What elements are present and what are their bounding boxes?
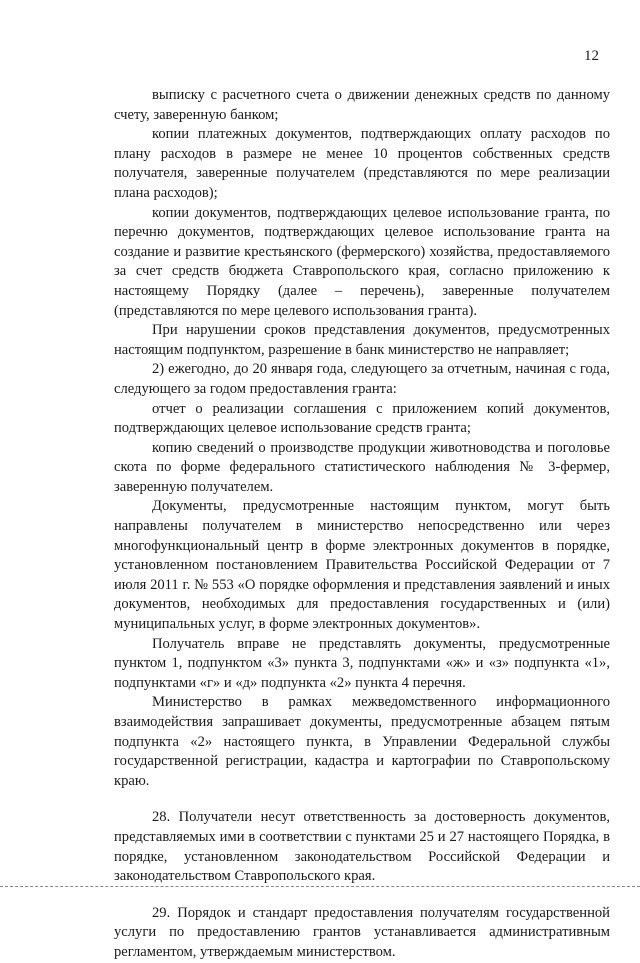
- paragraph: выписку с расчетного счета о движении денежных средств по данному счету, заверенную банком;: [114, 87, 610, 123]
- paragraph: отчет о реализации соглашения с приложением копий документов, подтверждающих целевое использование средств гранта;: [114, 400, 610, 437]
- document-body: [114, 86, 610, 963]
- footer-rule: [0, 886, 640, 887]
- paragraph: копию сведений о производстве продукции животноводства и поголовье скота по форме федерального статистического наблюдения № 3-фермер, заверенную получателем.: [114, 439, 610, 495]
- paragraph: копии платежных документов, подтверждающих оплату расходов по плану расходов в размере не менее 10 процентов собственных средств получателя, заверенные получателем (представляются по мере реализации плана расходов);: [114, 126, 610, 201]
- paragraph-item-29: 29. Порядок и стандарт предоставления получателям государственной услуги по предоставлению грантов устанавливается административным регламентом, утверждаемым министерством.: [114, 904, 610, 960]
- paragraph: Получатель вправе не представлять документы, предусмотренные пунктом 1, подпунктом «3» пункта 3, подпунктами «ж» и «з» подпункта «1», подпунктами «г» и «д» подпункта «2» пункта 4 перечня.: [114, 635, 610, 691]
- page-number: 12: [584, 48, 599, 64]
- paragraph: Документы, предусмотренные настоящим пунктом, могут быть направлены получателем в министерство непосредственно или через многофункциональный центр в форме электронных документов в порядке, установленном постановлением Правительства Российской Федерации от 7 июля 2011 г. № 553 «О порядке оформления и представления заявлений и иных документов, необходимых для предоставления государственных и (или) муниципальных услуг, в форме электронных документов».: [114, 498, 610, 633]
- paragraph: При нарушении сроков представления документов, предусмотренных настоящим подпунктом, разрешение в банк министерство не направляет;: [114, 322, 610, 358]
- paragraph-item-28: 28. Получатели несут ответственность за достоверность документов, представляемых ими в соответствии с пунктами 25 и 27 настоящего Порядка, в порядке, установленном законодательством Российской Федерации и законодательством Ставропольского края.: [114, 809, 610, 885]
- paragraph: Министерство в рамках межведомственного информационного взаимодействия запрашивает документы, предусмотренные абзацем пятым подпункта «2» настоящего пункта, в Управлении Федеральной службы государственной регистрации, кадастра и картографии по Ставропольскому краю.: [114, 694, 610, 789]
- paragraph: 2) ежегодно, до 20 января года, следующего за отчетным, начиная с года, следующего за годом предоставления гранта:: [114, 361, 610, 397]
- paragraph: копии документов, подтверждающих целевое использование гранта, по перечню документов, подтверждающих целевое использование гранта на создание и развитие крестьянского (фермерского) хозяйства, предоставляемого за счет средств бюджета Ставропольского края, согласно приложению к настоящему Порядку (далее – перечень), заверенные получателем (представляются по мере целевого использования гранта).: [114, 204, 610, 319]
